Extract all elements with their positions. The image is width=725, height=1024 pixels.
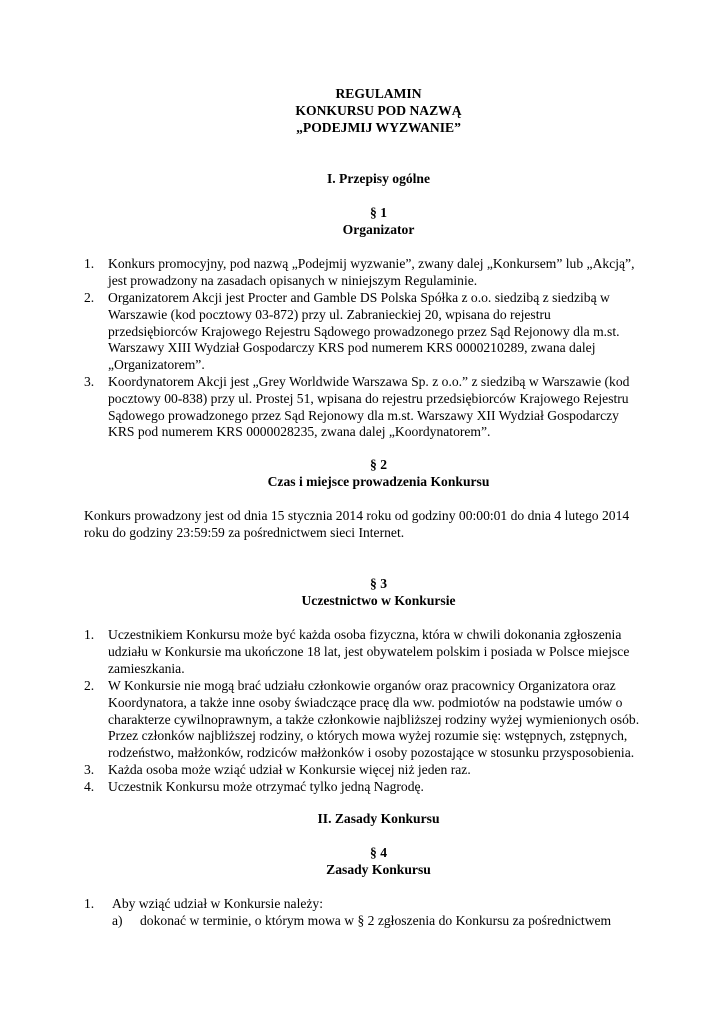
- sub-list-label: a): [112, 913, 123, 928]
- title-line-1: REGULAMIN: [335, 86, 422, 101]
- list-number: 3.: [84, 762, 95, 777]
- section-heading-1: I. Przepisy ogólne: [326, 171, 431, 186]
- text-line: zamieszkania.: [108, 660, 185, 676]
- sub-list-text: [140, 913, 685, 930]
- document-title: [84, 86, 673, 136]
- text-line: pocztowy 00-838) przy ul. Prostej 51, wpisana do rejestru przedsiębiorców Krajowego Rejestru: [108, 390, 629, 406]
- text-line: dokonać w terminie, o którym mowa w § 2 zgłoszenia do Konkursu za pośrednictwem: [140, 913, 612, 928]
- text-line: Uczestnik Konkursu może otrzymać tylko jedną Nagrodę.: [108, 779, 424, 794]
- text-line: Warszawy XIII Wydział Gospodarczy KRS pod numerem KRS 0000210289, zwana dalej: [108, 340, 596, 356]
- text-line: Warszawie (kod pocztowy 03-872) przy ul. Zabranieckiej 20, wpisana do rejestru: [108, 306, 551, 322]
- paragraph-title-2: Czas i miejsce prowadzenia Konkursu: [267, 474, 490, 489]
- text-line: Aby wziąć udział w Konkursie należy:: [112, 896, 324, 911]
- list-item-text: [108, 779, 680, 796]
- text-line: Każda osoba może wziąć udział w Konkursie więcej niż jeden raz.: [108, 762, 471, 777]
- list-item-text: [108, 256, 680, 290]
- text-line: W Konkursie nie mogą brać udziału członkowie organów oraz pracownicy Organizatora oraz: [108, 678, 616, 693]
- list-item-text: [108, 374, 680, 441]
- text-line: Konkurs promocyjny, pod nazwą „Podejmij wyzwanie”, zwany dalej „Konkursem” lub „Akcją”,: [108, 256, 635, 271]
- text-line: charakterze cywilnoprawnym, a także członkowie najbliższej rodziny wyżej wymienionych osób.: [108, 711, 640, 727]
- text-line: jest prowadzony na zasadach opisanych w niniejszym Regulaminie.: [108, 272, 478, 288]
- text-line: „Organizatorem”.: [108, 357, 205, 373]
- list-item-text: [108, 290, 680, 374]
- text-line: Koordynatorem Akcji jest „Grey Worldwide Warszawa Sp. z o.o.” z siedzibą w Warszawie (kod: [108, 374, 630, 389]
- text-line: Przez członków najbliższej rodziny, o których mowa wyżej rozumie się: wstępnych, zstępnych,: [108, 728, 628, 744]
- list-item-text: [112, 896, 684, 913]
- list-number: 1.: [84, 896, 95, 911]
- list-number: 2.: [84, 290, 95, 305]
- list-number: 3.: [84, 374, 95, 389]
- text-line: Sądowego prowadzonego przez Sąd Rejonowy dla m.st. Warszawy XII Wydział Gospodarczy: [108, 407, 619, 423]
- list-item-text: [108, 678, 680, 762]
- list-number: 4.: [84, 779, 95, 794]
- text-line: Koordynatora, a także inne osoby świadczące pracę dla ww. podmiotów na podstawie umów o: [108, 694, 623, 710]
- text-line: Organizatorem Akcji jest Procter and Gamble DS Polska Spółka z o.o. siedzibą z siedzibą w: [108, 290, 610, 305]
- paragraph-sign-2: § 2: [370, 457, 387, 472]
- text-line: rodzeństwo, małżonków, rodziców małżonków i osoby pozostające w stosunku przysposobienia.: [108, 745, 635, 761]
- paragraph-2-text: [84, 508, 680, 542]
- text-line: roku do godziny 23:59:59 za pośrednictwem sieci Internet.: [84, 524, 405, 540]
- text-line: Uczestnikiem Konkursu może być każda osoba fizyczna, która w chwili dokonania zgłoszenia: [108, 627, 622, 642]
- list-item-text: [108, 627, 680, 677]
- paragraph-title-3: Uczestnictwo w Konkursie: [301, 593, 456, 608]
- paragraph-sign-1: § 1: [370, 205, 387, 220]
- list-number: 2.: [84, 678, 95, 693]
- list-number: 1.: [84, 256, 95, 271]
- paragraph-title-4: Zasady Konkursu: [326, 862, 431, 877]
- list-number: 1.: [84, 627, 95, 642]
- text-line: przedsiębiorców Krajowego Rejestru Sądowego prowadzonego przez Sąd Rejonowy dla m.st.: [108, 323, 620, 339]
- list-item-text: [108, 762, 680, 779]
- paragraph-sign-4: § 4: [370, 845, 387, 860]
- title-line-3: „PODEJMIJ WYZWANIE”: [296, 119, 461, 135]
- paragraph-sign-3: § 3: [370, 576, 387, 591]
- text-line: udziału w Konkursie ma ukończone 18 lat, jest obywatelem polskim i posiada w Polsce miejsce: [108, 643, 630, 659]
- title-line-2: KONKURSU POD NAZWĄ: [295, 102, 462, 118]
- section-heading-2: II. Zasady Konkursu: [317, 811, 440, 826]
- text-line: KRS pod numerem KRS 0000028235, zwana dalej „Koordynatorem”.: [108, 424, 491, 440]
- paragraph-title-1: Organizator: [342, 222, 415, 237]
- text-line: Konkurs prowadzony jest od dnia 15 stycznia 2014 roku od godziny 00:00:01 do dnia 4 lutego 2014: [84, 508, 630, 523]
